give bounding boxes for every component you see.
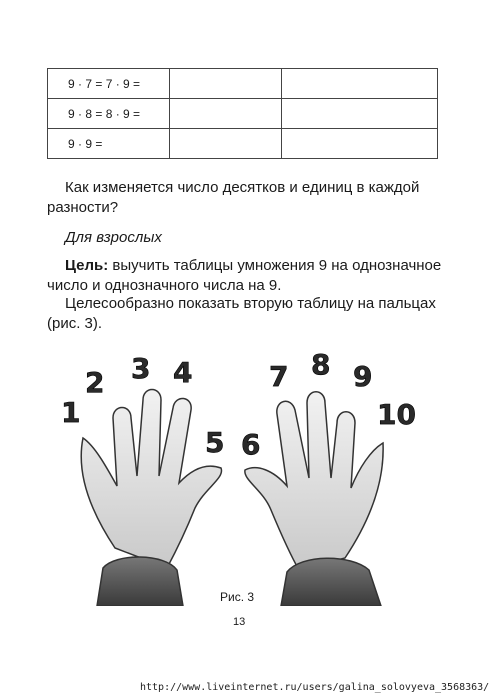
table-row [48, 69, 438, 99]
difference-cell [282, 129, 438, 159]
finger-number: 1 [61, 396, 81, 429]
watermark-url: http://www.liveinternet.ru/users/galina_solovyeva_3568363/ [140, 682, 490, 693]
right-hand [245, 392, 383, 606]
finger-number: 5 [205, 426, 225, 459]
answer-cell [169, 129, 282, 159]
answer-cell [169, 99, 282, 129]
hands-illustration [55, 338, 445, 606]
question-text: Как изменяется число десятков и единиц в каждой разности? [47, 179, 420, 216]
figure-caption: Рис. 3 [220, 590, 255, 604]
advice-paragraph: Целесообразно показать вторую таблицу на пальцах (рис. 3). [47, 295, 436, 332]
difference-cell [282, 99, 438, 129]
answer-cell [169, 69, 282, 99]
goal-paragraph [47, 256, 447, 296]
finger-number: 2 [85, 366, 105, 399]
table-row [48, 99, 438, 129]
finger-number: 10 [377, 398, 416, 431]
left-hand [81, 390, 221, 607]
difference-cell [282, 69, 438, 99]
adults-heading: Для взрослых [65, 229, 162, 246]
finger-number: 8 [311, 348, 331, 381]
goal-label: Цель: [65, 257, 109, 274]
expression-cell: 9 · 9 = [48, 129, 170, 159]
finger-number: 6 [241, 428, 261, 461]
expression-cell: 9 · 7 = 7 · 9 = [48, 69, 170, 99]
multiplication-table [47, 68, 438, 159]
page-number: 13 [233, 616, 246, 628]
table-row [48, 129, 438, 159]
finger-number: 3 [131, 352, 151, 385]
finger-number: 4 [173, 356, 193, 389]
finger-number: 7 [269, 360, 289, 393]
goal-text: выучить таблицы умножения 9 на однозначное число и однозначного числа на 9. [47, 257, 442, 294]
finger-number: 9 [353, 360, 373, 393]
expression-cell: 9 · 8 = 8 · 9 = [48, 99, 170, 129]
